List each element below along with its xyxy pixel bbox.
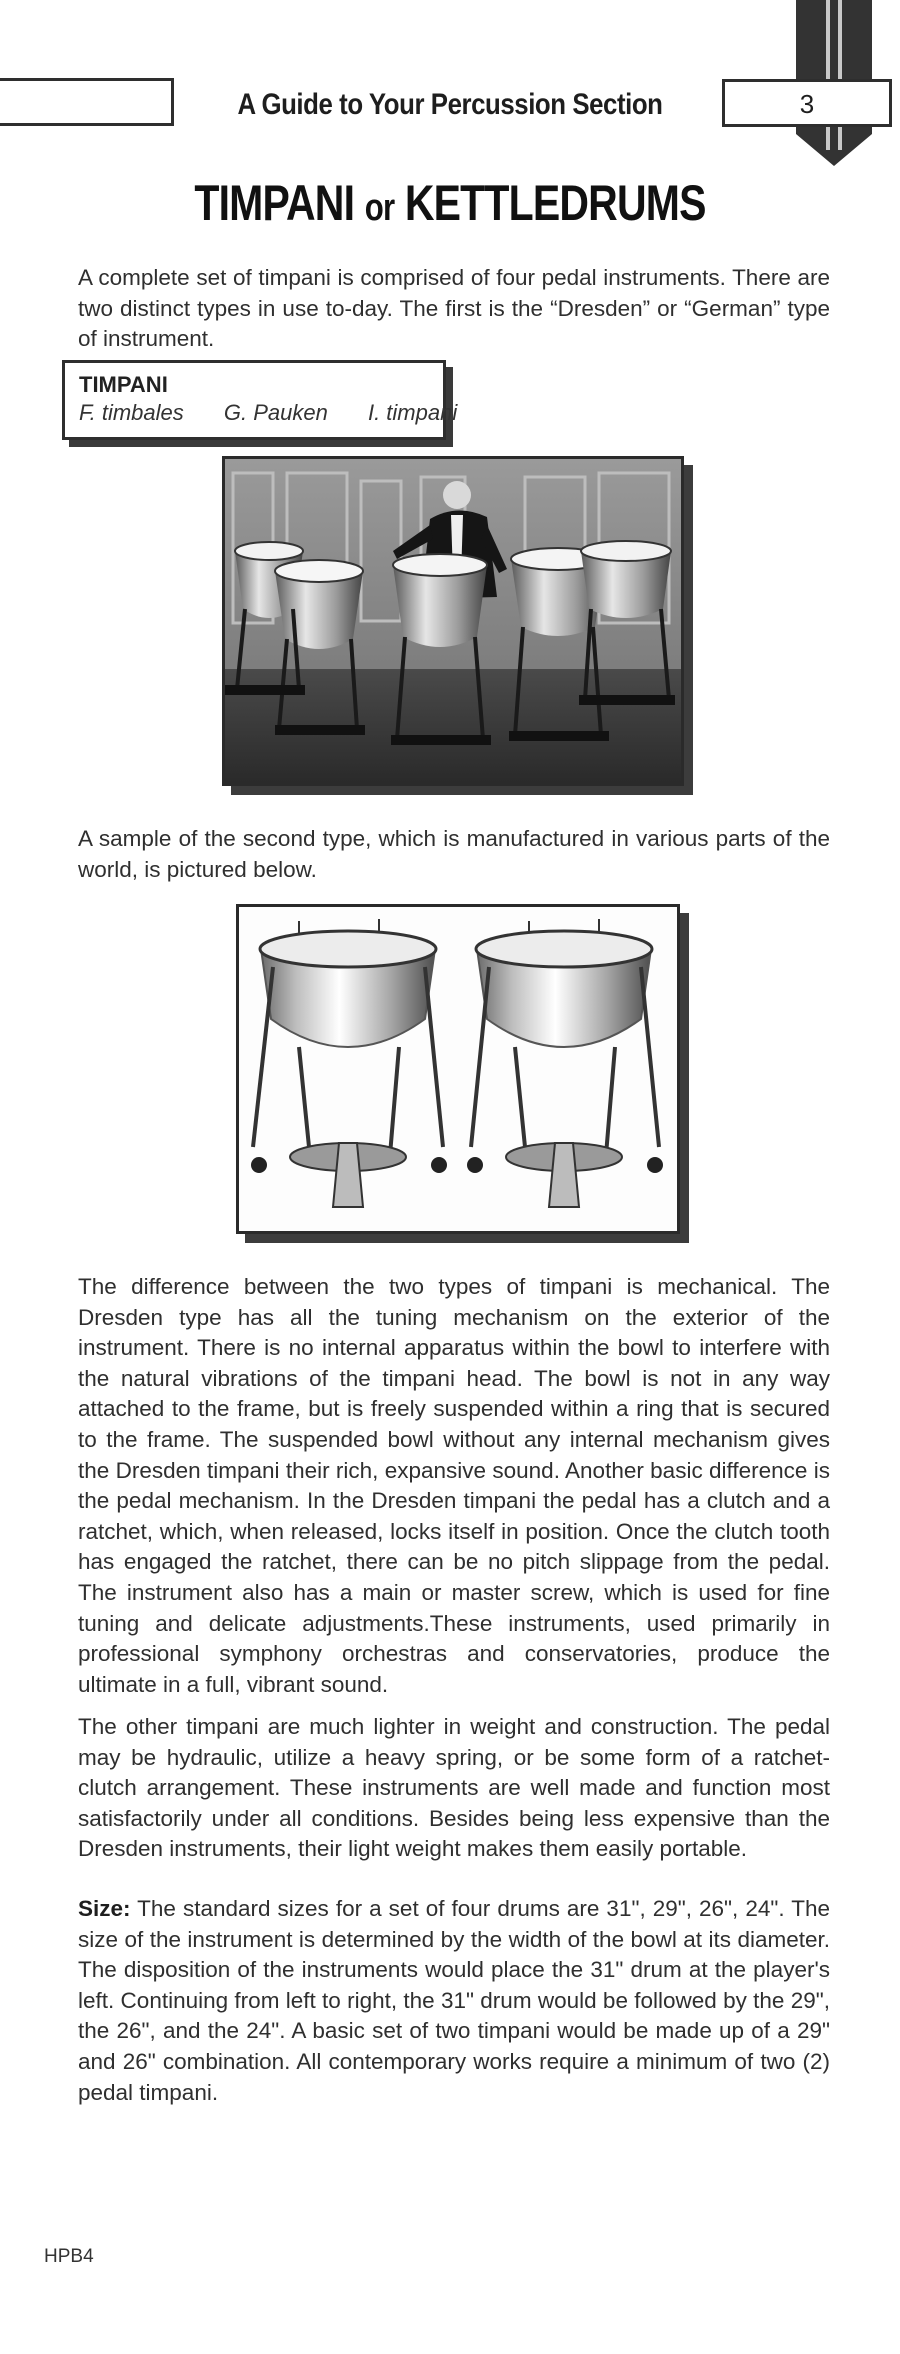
term-german: G. Pauken	[223, 400, 328, 425]
dresden-timpani-illustration	[225, 459, 681, 783]
size-label: Size:	[78, 1896, 131, 1921]
right-drum	[467, 919, 663, 1207]
header-left-frame	[0, 78, 174, 126]
page-number: 3	[722, 79, 892, 127]
intro-paragraph: A complete set of timpani is comprised of four pedal instruments. There are two distinct types in use to-day. The first is the “Dresden” or “German” type of instrument.	[78, 265, 830, 352]
term-italian: I. timpani	[367, 400, 458, 425]
difference-paragraph: The difference between the two types of timpani is mechanical. The Dresden type has all the tuning mechanism on the exterior of the instrument. There is no internal apparatus within the bowl to interfere with the natural vibrations of the timpani head. The bowl is not in any way attached to the frame, but is freely suspended within a ring that is secured to the frame. The suspended bowl without any internal mechanism gives the Dresden timpani their rich, expansive sound. Another basic difference is the pedal mechanism. In the Dresden timpani the pedal has a clutch and a ratchet, which, when released, locks itself in position. Once the clutch tooth has engaged the ratchet, there can be no pitch slippage from the pedal. The instrument also has a main or master screw, which is used for fine tuning and delicate adjustments.These instruments, used primarily in professional symphony orchestras and conservatories, produce the ultimate in a full, vibrant sound.	[78, 1274, 830, 1697]
dresden-timpani-photo	[222, 456, 684, 786]
term-translations	[79, 399, 458, 427]
footer-code: HPB4	[44, 2246, 94, 2267]
term-translation-box	[62, 360, 458, 440]
title-joiner: or	[364, 187, 395, 229]
second-type-paragraph: A sample of the second type, which is manufactured in various parts of the world, is pictured below.	[78, 826, 830, 882]
modern-timpani-photo	[236, 904, 680, 1234]
page-title	[81, 168, 819, 238]
other-timpani-paragraph: The other timpani are much lighter in weight and construction. The pedal may be hydraulic, utilize a heavy spring, or be some form of a ratchet-clutch arrangement. These instruments are well made and function most satisfactorily under all conditions. Besides being less expensive than the Dresden instruments, their light weight makes them easily portable.	[78, 1714, 830, 1862]
size-paragraph	[78, 1894, 830, 2108]
size-text: The standard sizes for a set of four drums are 31", 29", 26", 24". The size of the instrument is determined by the width of the bowl at its diameter. The disposition of the instruments would place the 31" drum at the player's left. Continuing from left to right, the 31" drum would be followed by the 29", the 26", and the 24". A basic set of two timpani would be made up of a 29" and 26" combination. All contemporary works require a minimum of two (2) pedal timpani.	[78, 1896, 830, 2105]
header-title: A Guide to Your Percussion Section	[237, 88, 663, 121]
title-part-timpani: TIMPANI	[194, 175, 355, 231]
modern-timpani-illustration	[239, 907, 677, 1231]
title-part-kettledrums: KETTLEDRUMS	[404, 175, 706, 231]
term-title: TIMPANI	[79, 372, 168, 397]
term-french: F. timbales	[79, 400, 184, 425]
left-drum	[251, 919, 447, 1207]
